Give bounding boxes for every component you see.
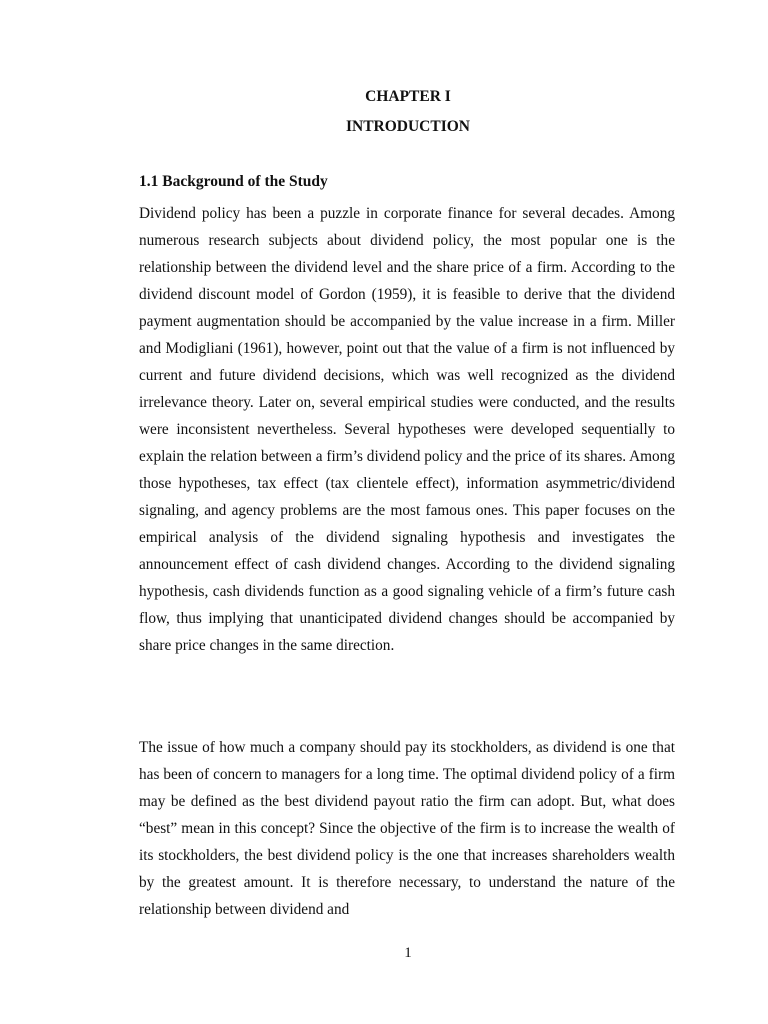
section-heading: 1.1 Background of the Study — [139, 173, 328, 190]
body-paragraph-2: The issue of how much a company should pay its stockholders, as dividend is one that has been of concern to managers for a long time. The optimal dividend policy of a firm may be defined as the best dividend payout ratio the firm can adopt. But, what does “best” mean in this concept? Since the objective of the firm is to increase the wealth of its stockholders, the best dividend policy is the one that increases shareholders wealth by the greatest amount. It is therefore necessary, to understand the nature of the relationship between dividend and — [139, 739, 675, 918]
chapter-title: INTRODUCTION — [345, 118, 470, 135]
body-paragraph-1: Dividend policy has been a puzzle in corporate finance for several decades. Among numerous research subjects about dividend policy, the most popular one is the relationship between the dividend level and the share price of a firm. According to the dividend discount model of Gordon (1959), it is feasible to derive that the dividend payment augmentation should be accompanied by the value increase in a firm. Miller and Modigliani (1961), however, point out that the value of a firm is not influenced by current and future dividend decisions, which was well recognized as the dividend irrelevance theory. Later on, several empirical studies were conducted, and the results were inconsistent nevertheless. Several hypotheses were developed sequentially to explain the relation between a firm’s dividend policy and the price of its shares. Among those hypotheses, tax effect (tax clientele effect), information asymmetric/dividend signaling, and agency problems are the most famous ones. This paper focuses on the empirical analysis of the dividend signaling hypothesis and investigates the announcement effect of cash dividend changes. According to the dividend signaling hypothesis, cash dividends function as a good signaling vehicle of a firm’s future cash flow, thus implying that unanticipated dividend changes should be accompanied by share price changes in the same direction. — [139, 205, 675, 654]
chapter-number: CHAPTER I — [365, 88, 451, 105]
page-number: 1 — [404, 945, 412, 961]
